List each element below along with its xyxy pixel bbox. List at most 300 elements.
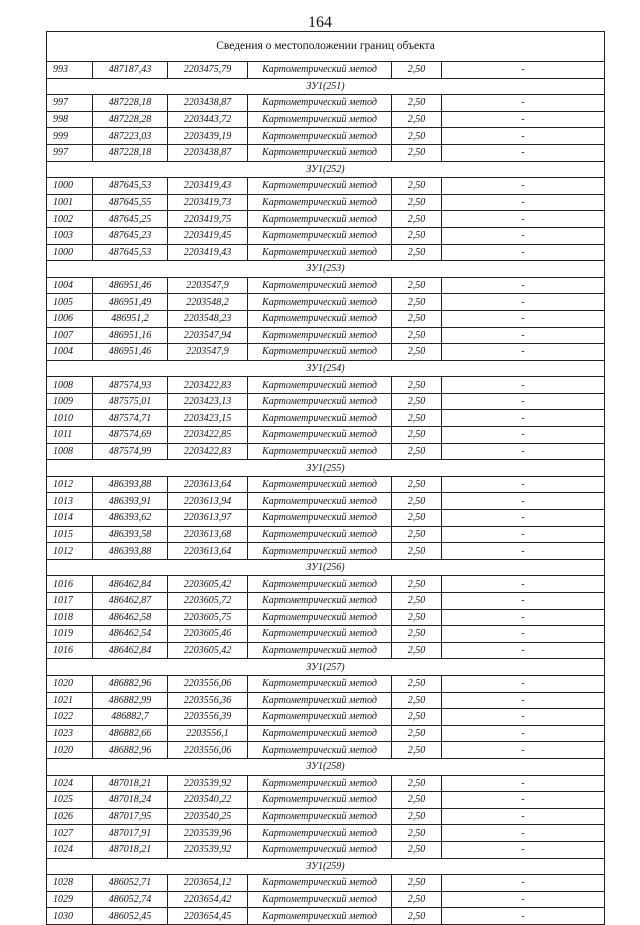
table-row (47, 493, 605, 510)
coordinate-x: 487574,99 (93, 443, 168, 460)
point-number: 1004 (47, 344, 93, 361)
point-number: 1006 (47, 310, 93, 327)
description-cell: - (442, 128, 605, 145)
method-cell: Картометрический метод (248, 211, 392, 228)
point-number: 1005 (47, 294, 93, 311)
description-cell: - (442, 310, 605, 327)
coordinate-y: 2203654,12 (168, 875, 248, 892)
table-title: Сведения о местоположении границ объекта (47, 32, 605, 62)
method-cell: Картометрический метод (248, 792, 392, 809)
coordinate-y: 2203613,68 (168, 526, 248, 543)
accuracy-cell: 2,50 (392, 543, 442, 560)
table-row (47, 327, 605, 344)
description-cell: - (442, 891, 605, 908)
accuracy-cell: 2,50 (392, 128, 442, 145)
table-row (47, 427, 605, 444)
accuracy-cell: 2,50 (392, 294, 442, 311)
method-cell: Картометрический метод (248, 310, 392, 327)
method-cell: Картометрический метод (248, 493, 392, 510)
description-cell: - (442, 725, 605, 742)
method-cell: Картометрический метод (248, 393, 392, 410)
coordinate-y: 2203613,97 (168, 510, 248, 527)
accuracy-cell: 2,50 (392, 95, 442, 112)
coordinate-y: 2203539,92 (168, 775, 248, 792)
point-number: 1000 (47, 178, 93, 195)
accuracy-cell: 2,50 (392, 709, 442, 726)
description-cell: - (442, 194, 605, 211)
description-cell: - (442, 443, 605, 460)
coordinate-x: 486951,16 (93, 327, 168, 344)
coordinate-y: 2203422,83 (168, 377, 248, 394)
table-row (47, 62, 605, 79)
table-body (47, 32, 605, 925)
table-row (47, 908, 605, 925)
accuracy-cell: 2,50 (392, 194, 442, 211)
coordinate-x: 487645,25 (93, 211, 168, 228)
method-cell: Картометрический метод (248, 344, 392, 361)
description-cell: - (442, 95, 605, 112)
point-number: 1017 (47, 593, 93, 610)
section-header-row (47, 161, 605, 178)
section-label: ЗУ1(257) (47, 659, 605, 676)
accuracy-cell: 2,50 (392, 178, 442, 195)
point-number: 1008 (47, 443, 93, 460)
table-row (47, 510, 605, 527)
table-row (47, 808, 605, 825)
method-cell: Картометрический метод (248, 111, 392, 128)
description-cell: - (442, 543, 605, 560)
point-number: 1024 (47, 775, 93, 792)
accuracy-cell: 2,50 (392, 908, 442, 925)
description-cell: - (442, 808, 605, 825)
coordinate-x: 487228,28 (93, 111, 168, 128)
accuracy-cell: 2,50 (392, 476, 442, 493)
method-cell: Картометрический метод (248, 95, 392, 112)
description-cell: - (442, 211, 605, 228)
table-row (47, 178, 605, 195)
coordinate-x: 487574,71 (93, 410, 168, 427)
coordinate-x: 486951,2 (93, 310, 168, 327)
accuracy-cell: 2,50 (392, 692, 442, 709)
method-cell: Картометрический метод (248, 178, 392, 195)
description-cell: - (442, 410, 605, 427)
coordinate-x: 486882,96 (93, 742, 168, 759)
coordinate-y: 2203654,42 (168, 891, 248, 908)
description-cell: - (442, 775, 605, 792)
description-cell: - (442, 626, 605, 643)
point-number: 1009 (47, 393, 93, 410)
method-cell: Картометрический метод (248, 244, 392, 261)
coordinate-y: 2203422,85 (168, 427, 248, 444)
description-cell: - (442, 742, 605, 759)
coordinate-x: 487228,18 (93, 95, 168, 112)
coordinate-y: 2203419,75 (168, 211, 248, 228)
method-cell: Картометрический метод (248, 410, 392, 427)
coordinate-y: 2203475,79 (168, 62, 248, 79)
table-row (47, 825, 605, 842)
coordinate-y: 2203539,96 (168, 825, 248, 842)
accuracy-cell: 2,50 (392, 775, 442, 792)
accuracy-cell: 2,50 (392, 144, 442, 161)
point-number: 1026 (47, 808, 93, 825)
method-cell: Картометрический метод (248, 576, 392, 593)
accuracy-cell: 2,50 (392, 344, 442, 361)
method-cell: Картометрический метод (248, 543, 392, 560)
table-row (47, 377, 605, 394)
point-number: 1012 (47, 476, 93, 493)
table-title-row (47, 32, 605, 62)
point-number: 1016 (47, 576, 93, 593)
point-number: 1018 (47, 609, 93, 626)
point-number: 1004 (47, 277, 93, 294)
coordinate-y: 2203605,75 (168, 609, 248, 626)
table-row (47, 593, 605, 610)
accuracy-cell: 2,50 (392, 576, 442, 593)
coordinate-x: 486462,84 (93, 576, 168, 593)
table-row (47, 609, 605, 626)
accuracy-cell: 2,50 (392, 642, 442, 659)
coordinate-y: 2203419,73 (168, 194, 248, 211)
accuracy-cell: 2,50 (392, 211, 442, 228)
coordinate-y: 2203654,45 (168, 908, 248, 925)
method-cell: Картометрический метод (248, 891, 392, 908)
method-cell: Картометрический метод (248, 128, 392, 145)
coordinate-y: 2203605,42 (168, 642, 248, 659)
table-row (47, 194, 605, 211)
accuracy-cell: 2,50 (392, 111, 442, 128)
coordinate-x: 487017,91 (93, 825, 168, 842)
coordinate-y: 2203422,83 (168, 443, 248, 460)
table-row (47, 476, 605, 493)
coordinate-x: 487575,01 (93, 393, 168, 410)
accuracy-cell: 2,50 (392, 725, 442, 742)
accuracy-cell: 2,50 (392, 626, 442, 643)
coordinate-x: 487645,55 (93, 194, 168, 211)
method-cell: Картометрический метод (248, 144, 392, 161)
table-row (47, 410, 605, 427)
coordinate-y: 2203548,2 (168, 294, 248, 311)
table-row (47, 642, 605, 659)
accuracy-cell: 2,50 (392, 510, 442, 527)
point-number: 1011 (47, 427, 93, 444)
table-row (47, 443, 605, 460)
table-row (47, 144, 605, 161)
accuracy-cell: 2,50 (392, 841, 442, 858)
table-row (47, 576, 605, 593)
accuracy-cell: 2,50 (392, 327, 442, 344)
method-cell: Картометрический метод (248, 775, 392, 792)
table-row (47, 211, 605, 228)
table-row (47, 725, 605, 742)
accuracy-cell: 2,50 (392, 377, 442, 394)
coordinate-y: 2203419,43 (168, 244, 248, 261)
section-label: ЗУ1(253) (47, 261, 605, 278)
section-label: ЗУ1(251) (47, 78, 605, 95)
method-cell: Картометрический метод (248, 526, 392, 543)
method-cell: Картометрический метод (248, 194, 392, 211)
method-cell: Картометрический метод (248, 327, 392, 344)
table-row (47, 95, 605, 112)
accuracy-cell: 2,50 (392, 277, 442, 294)
description-cell: - (442, 841, 605, 858)
coordinate-y: 2203419,43 (168, 178, 248, 195)
point-number: 993 (47, 62, 93, 79)
coordinate-y: 2203423,13 (168, 393, 248, 410)
coordinate-x: 487645,53 (93, 244, 168, 261)
point-number: 1010 (47, 410, 93, 427)
point-number: 1014 (47, 510, 93, 527)
coordinate-x: 487645,53 (93, 178, 168, 195)
coordinate-y: 2203539,92 (168, 841, 248, 858)
section-label: ЗУ1(252) (47, 161, 605, 178)
point-number: 1008 (47, 377, 93, 394)
table-row (47, 227, 605, 244)
accuracy-cell: 2,50 (392, 825, 442, 842)
point-number: 1028 (47, 875, 93, 892)
coordinate-x: 487018,24 (93, 792, 168, 809)
section-header-row (47, 261, 605, 278)
coordinate-y: 2203419,45 (168, 227, 248, 244)
point-number: 1013 (47, 493, 93, 510)
description-cell: - (442, 144, 605, 161)
coordinate-x: 487018,21 (93, 841, 168, 858)
coordinate-y: 2203613,94 (168, 493, 248, 510)
accuracy-cell: 2,50 (392, 244, 442, 261)
coordinate-y: 2203556,1 (168, 725, 248, 742)
point-number: 1023 (47, 725, 93, 742)
accuracy-cell: 2,50 (392, 443, 442, 460)
coordinate-x: 487223,03 (93, 128, 168, 145)
coordinate-y: 2203556,06 (168, 675, 248, 692)
method-cell: Картометрический метод (248, 443, 392, 460)
accuracy-cell: 2,50 (392, 227, 442, 244)
point-number: 997 (47, 95, 93, 112)
coordinate-x: 486951,46 (93, 344, 168, 361)
method-cell: Картометрический метод (248, 377, 392, 394)
accuracy-cell: 2,50 (392, 742, 442, 759)
method-cell: Картометрический метод (248, 642, 392, 659)
coordinate-x: 486882,66 (93, 725, 168, 742)
description-cell: - (442, 344, 605, 361)
section-header-row (47, 460, 605, 477)
description-cell: - (442, 908, 605, 925)
method-cell: Картометрический метод (248, 427, 392, 444)
description-cell: - (442, 692, 605, 709)
method-cell: Картометрический метод (248, 875, 392, 892)
description-cell: - (442, 327, 605, 344)
table-row (47, 543, 605, 560)
point-number: 1021 (47, 692, 93, 709)
method-cell: Картометрический метод (248, 808, 392, 825)
point-number: 1007 (47, 327, 93, 344)
coordinate-y: 2203438,87 (168, 95, 248, 112)
coordinate-x: 487645,23 (93, 227, 168, 244)
section-header-row (47, 659, 605, 676)
method-cell: Картометрический метод (248, 692, 392, 709)
method-cell: Картометрический метод (248, 709, 392, 726)
method-cell: Картометрический метод (248, 841, 392, 858)
method-cell: Картометрический метод (248, 742, 392, 759)
coordinate-y: 2203605,72 (168, 593, 248, 610)
point-number: 1020 (47, 742, 93, 759)
description-cell: - (442, 875, 605, 892)
accuracy-cell: 2,50 (392, 62, 442, 79)
method-cell: Картометрический метод (248, 294, 392, 311)
description-cell: - (442, 792, 605, 809)
point-number: 1022 (47, 709, 93, 726)
method-cell: Картометрический метод (248, 593, 392, 610)
description-cell: - (442, 493, 605, 510)
point-number: 1016 (47, 642, 93, 659)
description-cell: - (442, 377, 605, 394)
point-number: 1029 (47, 891, 93, 908)
coordinate-x: 486393,88 (93, 476, 168, 493)
coordinate-x: 486462,84 (93, 642, 168, 659)
description-cell: - (442, 476, 605, 493)
accuracy-cell: 2,50 (392, 493, 442, 510)
coordinate-x: 487574,93 (93, 377, 168, 394)
accuracy-cell: 2,50 (392, 393, 442, 410)
section-header-row (47, 360, 605, 377)
coordinate-y: 2203605,42 (168, 576, 248, 593)
description-cell: - (442, 393, 605, 410)
page-number: 164 (308, 14, 332, 31)
coordinate-y: 2203547,94 (168, 327, 248, 344)
method-cell: Картометрический метод (248, 825, 392, 842)
table-row (47, 244, 605, 261)
point-number: 1025 (47, 792, 93, 809)
coordinate-x: 486393,88 (93, 543, 168, 560)
table-row (47, 775, 605, 792)
point-number: 1015 (47, 526, 93, 543)
coordinate-y: 2203443,72 (168, 111, 248, 128)
coordinate-x: 487017,95 (93, 808, 168, 825)
coordinate-x: 486951,49 (93, 294, 168, 311)
method-cell: Картометрический метод (248, 62, 392, 79)
table-row (47, 792, 605, 809)
coordinate-x: 486882,96 (93, 675, 168, 692)
table-row (47, 709, 605, 726)
table-row (47, 310, 605, 327)
coordinate-x: 486052,45 (93, 908, 168, 925)
method-cell: Картометрический метод (248, 609, 392, 626)
coordinate-y: 2203547,9 (168, 277, 248, 294)
description-cell: - (442, 709, 605, 726)
description-cell: - (442, 609, 605, 626)
coordinate-x: 486393,91 (93, 493, 168, 510)
coordinate-x: 487187,43 (93, 62, 168, 79)
accuracy-cell: 2,50 (392, 792, 442, 809)
accuracy-cell: 2,50 (392, 875, 442, 892)
description-cell: - (442, 510, 605, 527)
coordinate-y: 2203540,22 (168, 792, 248, 809)
table-row (47, 891, 605, 908)
point-number: 1030 (47, 908, 93, 925)
section-header-row (47, 758, 605, 775)
method-cell: Картометрический метод (248, 476, 392, 493)
point-number: 1012 (47, 543, 93, 560)
method-cell: Картометрический метод (248, 908, 392, 925)
point-number: 1003 (47, 227, 93, 244)
coordinate-x: 486393,62 (93, 510, 168, 527)
table-row (47, 526, 605, 543)
coordinate-y: 2203613,64 (168, 476, 248, 493)
section-label: ЗУ1(255) (47, 460, 605, 477)
coordinate-y: 2203423,15 (168, 410, 248, 427)
table-row (47, 875, 605, 892)
section-header-row (47, 78, 605, 95)
point-number: 1027 (47, 825, 93, 842)
description-cell: - (442, 427, 605, 444)
accuracy-cell: 2,50 (392, 675, 442, 692)
coordinate-x: 486462,54 (93, 626, 168, 643)
table-row (47, 742, 605, 759)
table-row (47, 692, 605, 709)
description-cell: - (442, 111, 605, 128)
coordinate-y: 2203556,06 (168, 742, 248, 759)
coordinate-x: 486462,58 (93, 609, 168, 626)
accuracy-cell: 2,50 (392, 891, 442, 908)
description-cell: - (442, 227, 605, 244)
description-cell: - (442, 178, 605, 195)
point-number: 998 (47, 111, 93, 128)
description-cell: - (442, 576, 605, 593)
point-number: 1002 (47, 211, 93, 228)
section-header-row (47, 559, 605, 576)
description-cell: - (442, 62, 605, 79)
section-label: ЗУ1(254) (47, 360, 605, 377)
section-label: ЗУ1(259) (47, 858, 605, 875)
coordinate-x: 486882,99 (93, 692, 168, 709)
point-number: 997 (47, 144, 93, 161)
description-cell: - (442, 244, 605, 261)
section-label: ЗУ1(256) (47, 559, 605, 576)
point-number: 999 (47, 128, 93, 145)
coordinate-x: 486951,46 (93, 277, 168, 294)
coordinate-x: 486462,87 (93, 593, 168, 610)
section-header-row (47, 858, 605, 875)
point-number: 1024 (47, 841, 93, 858)
point-number: 1019 (47, 626, 93, 643)
coordinate-y: 2203548,23 (168, 310, 248, 327)
accuracy-cell: 2,50 (392, 593, 442, 610)
method-cell: Картометрический метод (248, 626, 392, 643)
table-row (47, 111, 605, 128)
description-cell: - (442, 675, 605, 692)
table-row (47, 294, 605, 311)
accuracy-cell: 2,50 (392, 310, 442, 327)
method-cell: Картометрический метод (248, 510, 392, 527)
table-row (47, 393, 605, 410)
table-row (47, 344, 605, 361)
description-cell: - (442, 593, 605, 610)
method-cell: Картометрический метод (248, 277, 392, 294)
accuracy-cell: 2,50 (392, 808, 442, 825)
method-cell: Картометрический метод (248, 675, 392, 692)
coordinate-x: 487018,21 (93, 775, 168, 792)
description-cell: - (442, 526, 605, 543)
method-cell: Картометрический метод (248, 227, 392, 244)
boundary-coordinates-table (46, 31, 605, 925)
coordinate-x: 486882,7 (93, 709, 168, 726)
coordinate-x: 487574,69 (93, 427, 168, 444)
description-cell: - (442, 825, 605, 842)
point-number: 1001 (47, 194, 93, 211)
coordinate-x: 486393,58 (93, 526, 168, 543)
description-cell: - (442, 294, 605, 311)
coordinate-x: 486052,74 (93, 891, 168, 908)
section-label: ЗУ1(258) (47, 758, 605, 775)
